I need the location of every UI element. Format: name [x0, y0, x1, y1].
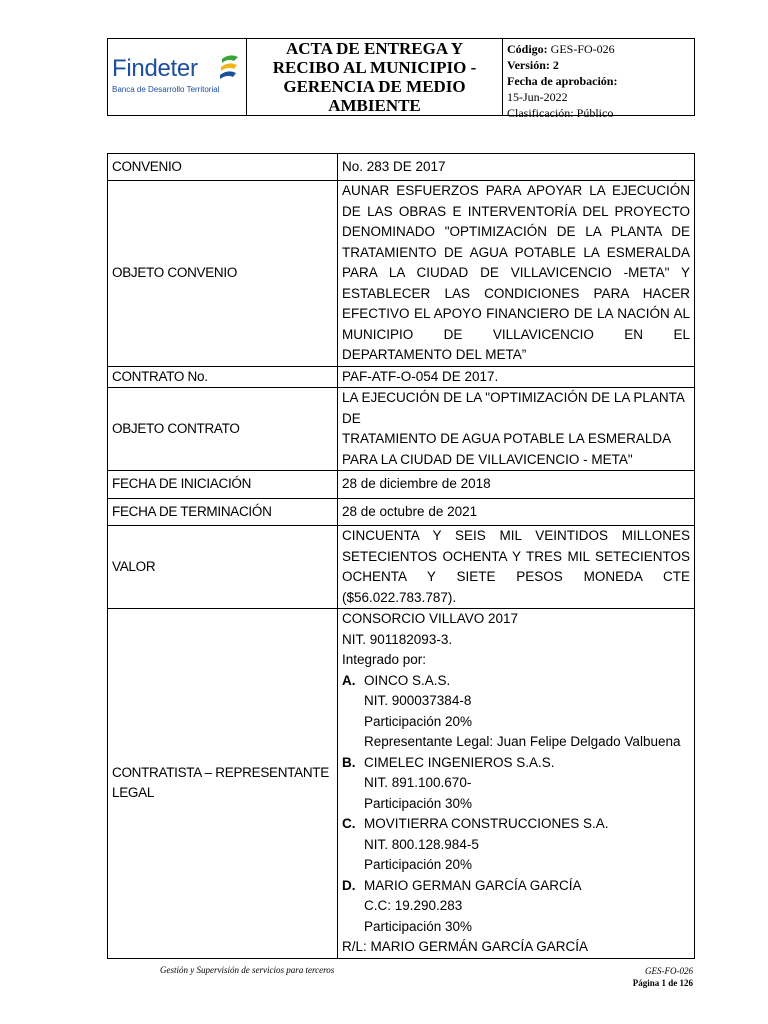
findeter-mark-icon: [218, 51, 240, 83]
valor-label: VALOR: [108, 526, 338, 609]
objeto-contrato-value: [338, 388, 695, 471]
consortium-nit: NIT. 901182093-3.: [342, 631, 453, 647]
logo-text: Findeter: [112, 55, 198, 82]
integrado-label: Integrado por:: [342, 652, 427, 667]
convenio-value: No. 283 DE 2017: [338, 154, 695, 181]
code-label: Código:: [507, 42, 548, 56]
member-rep: Representante Legal: Juan Felipe Delgado Valbuena: [364, 734, 681, 749]
member-letter: C.: [342, 816, 356, 831]
member-letter: A.: [342, 672, 356, 688]
member-nit: NIT. 800.128.984-5: [364, 836, 479, 852]
footer-right: [633, 965, 693, 989]
version-value: 2: [552, 58, 559, 72]
member-item: [342, 753, 690, 774]
valor-value: CINCUENTA Y SEIS MIL VEINTIDOS MILLONES SETECIENTOS OCHENTA Y TRES MIL SETECIENTOS OCHENTA Y SIETE PESOS MONEDA CTE ($56.022.783.787).: [338, 526, 695, 609]
member-item: [342, 814, 690, 835]
member-name: CIMELEC INGENIEROS S.A.S.: [364, 754, 555, 770]
contratista-value: [338, 609, 695, 959]
member-part: Participación 30%: [364, 795, 473, 811]
member-nit: C.C: 19.290.283: [364, 898, 463, 913]
table-row: [108, 154, 695, 181]
table-row: [108, 388, 695, 471]
footer-code: GES-FO-026: [645, 966, 693, 976]
member-part: Participación 20%: [364, 713, 473, 729]
logo-subtitle: Banca de Desarrollo Territorial: [112, 85, 220, 94]
contract-table: [107, 153, 695, 959]
member-name: OINCO S.A.S.: [364, 672, 451, 688]
contrato-value: PAF-ATF-O-054 DE 2017.: [338, 366, 695, 388]
objeto-contrato-label: OBJETO CONTRATO: [108, 388, 338, 471]
footer-left: Gestión y Supervisión de servicios para terceros: [160, 965, 335, 975]
member-name: MOVITIERRA CONSTRUCCIONES S.A.: [364, 816, 609, 831]
member-letter: D.: [342, 877, 356, 893]
member-nit: NIT. 891.100.670-: [364, 775, 472, 790]
objeto-contrato-line: TRATAMIENTO DE AGUA POTABLE LA ESMERALDA: [342, 431, 672, 446]
table-row: [108, 471, 695, 499]
member-item: [342, 876, 690, 897]
termino-value: 28 de octubre de 2021: [338, 499, 695, 526]
footer-page: Página 1 de 126: [632, 978, 693, 988]
table-row: [108, 181, 695, 367]
consortium-name: CONSORCIO VILLAVO 2017: [342, 611, 519, 626]
classification: Clasificación: Público: [507, 106, 614, 120]
document-title: ACTA DE ENTREGA Y RECIBO AL MUNICIPIO - GERENCIA DE MEDIO AMBIENTE: [247, 39, 503, 115]
contrato-label: CONTRATO No.: [108, 366, 338, 388]
code-value: GES-FO-026: [550, 42, 615, 56]
document-header: [107, 38, 695, 120]
document-meta: [503, 39, 694, 120]
member-part: Participación 20%: [364, 857, 473, 872]
member-name: MARIO GERMAN GARCÍA GARCÍA: [364, 877, 582, 893]
member-nit: NIT. 900037384-8: [364, 693, 472, 708]
contratista-label: CONTRATISTA – REPRESENTANTE LEGAL: [108, 609, 338, 959]
inicio-value: 28 de diciembre de 2018: [338, 471, 695, 499]
approval-label: Fecha de aprobación:: [507, 74, 618, 88]
table-row: [108, 499, 695, 526]
version-label: Versión:: [507, 58, 550, 72]
table-row: [108, 609, 695, 959]
findeter-logo: [108, 39, 247, 115]
inicio-label: FECHA DE INICIACIÓN: [108, 471, 338, 499]
table-row: [108, 366, 695, 388]
legal-rep: R/L: MARIO GERMÁN GARCÍA GARCÍA: [342, 939, 589, 954]
objeto-convenio-label: OBJETO CONVENIO: [108, 181, 338, 367]
member-letter: B.: [342, 754, 356, 770]
approval-value: 15-Jun-2022: [507, 90, 568, 104]
convenio-label: CONVENIO: [108, 154, 338, 181]
member-item: [342, 671, 690, 692]
member-part: Participación 30%: [364, 918, 473, 934]
termino-label: FECHA DE TERMINACIÓN: [108, 499, 338, 526]
table-row: [108, 526, 695, 609]
objeto-contrato-line: PARA LA CIUDAD DE VILLAVICENCIO - META": [342, 451, 633, 467]
objeto-convenio-value: AUNAR ESFUERZOS PARA APOYAR LA EJECUCIÓN DE LAS OBRAS E INTERVENTORÍA DEL PROYECTO DENOMINADO "OPTIMIZACIÓN DE LA PLANTA DE TRATAMIENTO DE AGUA POTABLE LA ESMERALDA PARA LA CIUDAD DE VILLAVICENCIO -META" Y ESTABLECER LAS CONDICIONES PARA HACER EFECTIVO EL APOYO FINANCIERO DE LA NACIÓN AL MUNICIPIO DE VILLAVICENCIO EN EL DEPARTAMENTO DEL META”: [338, 181, 695, 367]
objeto-contrato-line: LA EJECUCIÓN DE LA "OPTIMIZACIÓN DE LA PLANTA DE: [342, 390, 685, 426]
